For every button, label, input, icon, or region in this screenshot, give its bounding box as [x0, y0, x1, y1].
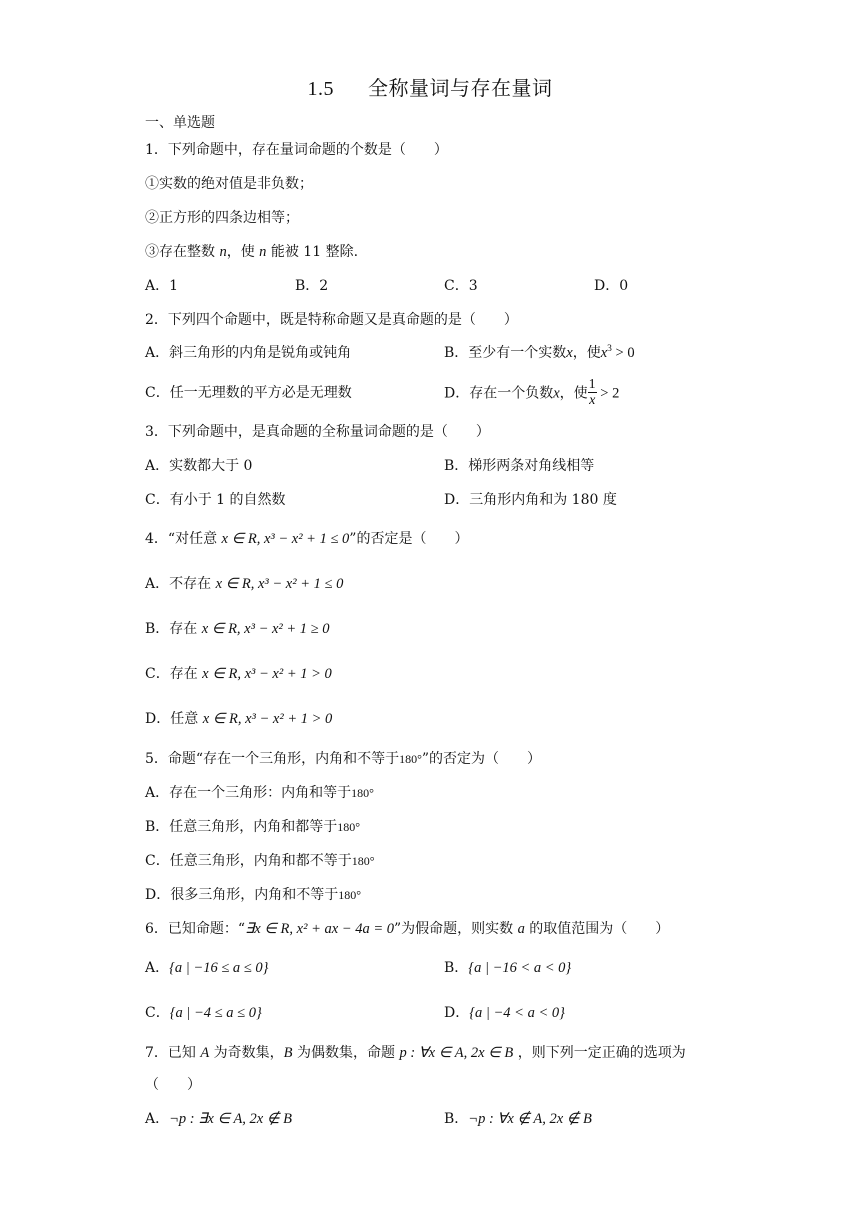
question-3-stem: 3．下列命题中，是真命题的全称量词命题的是（ ）: [145, 424, 490, 440]
question-4-option-b: B．存在 x ∈ R, x³ − x² + 1 ≥ 0: [145, 621, 330, 637]
question-2-option-c: C．任一无理数的平方必是无理数: [145, 385, 352, 401]
question-5-option-a: A．存在一个三角形：内角和等于180°: [145, 785, 374, 801]
question-1-option-d: D．0: [594, 278, 629, 294]
question-1-statement-2: ②正方形的四条边相等；: [145, 210, 299, 226]
title-number: 1.5: [307, 78, 334, 100]
question-6-stem: 6．已知命题：“∃x ∈ R, x² + ax − 4a = 0”为假命题，则实数 a 的取值范围为（ ）: [145, 921, 670, 937]
question-5-stem: 5．命题“存在一个三角形，内角和不等于180°”的否定为（ ）: [145, 751, 542, 767]
question-1-option-b: B．2: [295, 278, 329, 294]
question-4-stem: 4．“对任意 x ∈ R, x³ − x² + 1 ≤ 0”的否定是（ ）: [145, 531, 469, 547]
question-1-statement-1: ①实数的绝对值是非负数；: [145, 176, 313, 192]
question-1-option-a: A．1: [145, 278, 179, 294]
question-3-option-c: C．有小于 1 的自然数: [145, 492, 286, 508]
question-1-option-c: C．3: [444, 278, 478, 294]
question-7-option-b: B．¬p : ∀x ∉ A, 2x ∉ B: [444, 1111, 592, 1127]
question-5-option-b: B．任意三角形，内角和都等于180°: [145, 819, 361, 835]
fraction-one-over-x: $\frac{1}{x}$: [588, 377, 596, 408]
question-6-option-b: B．{a | −16 < a < 0}: [444, 960, 572, 976]
question-6-option-a: A．{a | −16 ≤ a ≤ 0}: [145, 960, 269, 976]
question-1-stem: 1．下列命题中，存在量词命题的个数是（ ）: [145, 142, 448, 158]
question-7-option-a: A．¬p : ∃x ∈ A, 2x ∉ B: [145, 1111, 292, 1127]
question-4-option-d: D．任意 x ∈ R, x³ − x² + 1 > 0: [145, 711, 333, 727]
title-text: 全称量词与存在量词: [368, 76, 553, 100]
question-5-option-c: C．任意三角形，内角和都不等于180°: [145, 853, 375, 869]
question-6-option-d: D．{a | −4 < a < 0}: [444, 1005, 565, 1021]
section-heading: 一、单选题: [145, 115, 215, 131]
question-2-option-a: A．斜三角形的内角是锐角或钝角: [145, 345, 352, 361]
question-3-option-d: D．三角形内角和为 180 度: [444, 492, 617, 508]
question-1-statement-3: ③存在整数 n，使 n 能被 11 整除.: [145, 244, 359, 260]
question-5-option-d: D．很多三角形，内角和不等于180°: [145, 887, 362, 903]
question-4-option-c: C．存在 x ∈ R, x³ − x² + 1 > 0: [145, 666, 332, 682]
question-7-stem: 7．已知 A 为奇数集，B 为偶数集，命题 p : ∀x ∈ A, 2x ∈ B ，则下列一定正确的选项为: [145, 1045, 686, 1061]
question-2-option-b: B．至少有一个实数x，使$x^3 > 0$: [444, 344, 635, 361]
question-3-option-a: A．实数都大于 0: [145, 458, 253, 474]
question-6-option-c: C．{a | −4 ≤ a ≤ 0}: [145, 1005, 262, 1021]
question-3-option-b: B．梯形两条对角线相等: [444, 458, 595, 474]
question-7-stem-continued: （ ）: [145, 1077, 201, 1093]
question-2-stem: 2．下列四个命题中，既是特称命题又是真命题的是（ ）: [145, 312, 518, 328]
page-title: [0, 74, 860, 103]
question-4-option-a: A．不存在 x ∈ R, x³ − x² + 1 ≤ 0: [145, 576, 344, 592]
question-2-option-d: D．存在一个负数x，使 $\frac{1}{x}$ > 2: [444, 377, 620, 408]
